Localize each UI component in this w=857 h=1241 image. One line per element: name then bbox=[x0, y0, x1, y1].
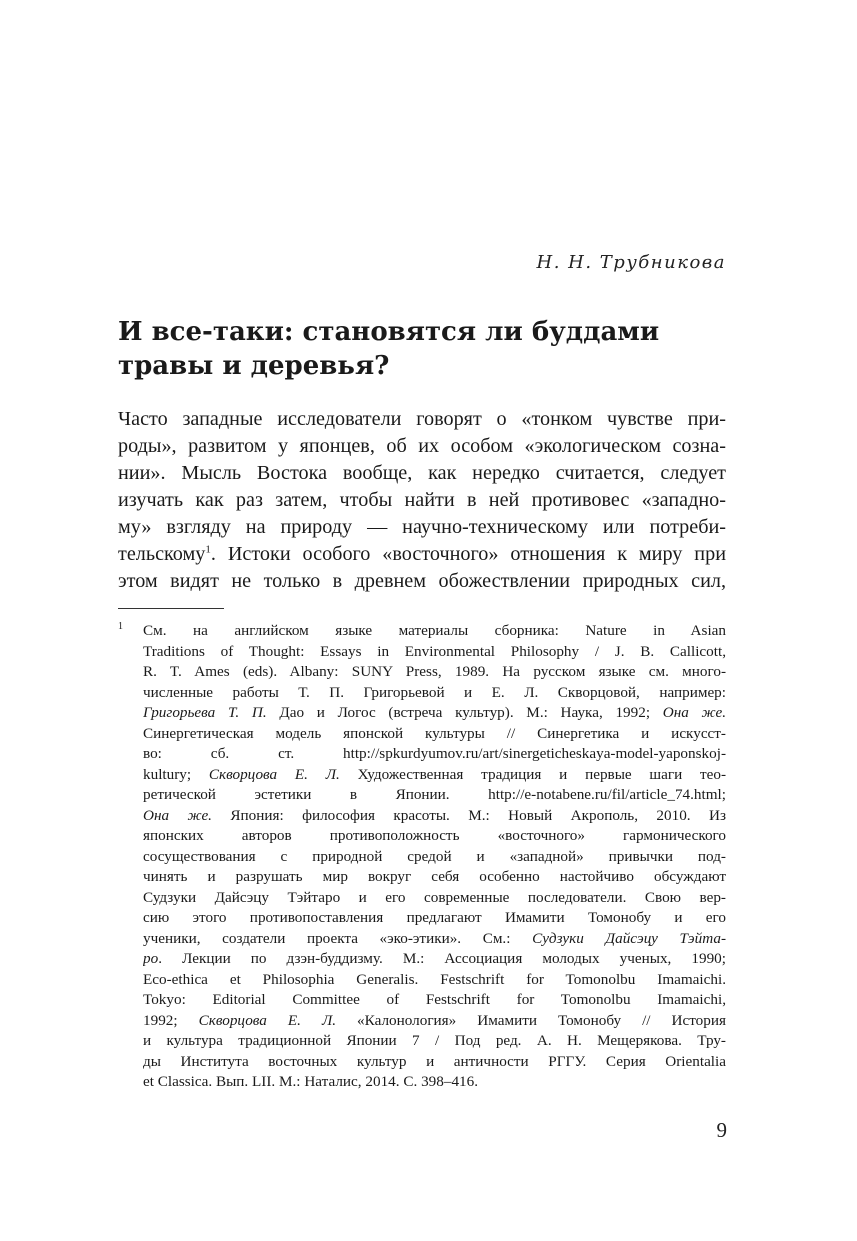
author-citation: Судзуки Дайсэцу Тэйта- bbox=[532, 929, 726, 947]
body-line bbox=[118, 541, 726, 568]
footnote-line: сосуществования с природной средой и «западной» привычки под- bbox=[143, 847, 726, 865]
body-text-fragment: тельскому bbox=[118, 543, 206, 565]
footnote-fragment: ученики, создатели проекта «эко-этики». См.: bbox=[143, 929, 533, 947]
body-text-fragment: . Истоки особого «восточного» отношения к миру при bbox=[210, 543, 726, 565]
footnote-number: 1 bbox=[118, 621, 123, 632]
footnote-line: и культура традиционной Японии 7 / Под ред. А. Н. Мещерякова. Тру- bbox=[143, 1032, 726, 1049]
footnote-separator bbox=[118, 608, 224, 609]
footnote-line bbox=[143, 806, 726, 827]
author-name: Н. Н. Трубникова bbox=[536, 252, 726, 273]
page-number: 9 bbox=[716, 1118, 727, 1142]
body-paragraph bbox=[118, 406, 726, 595]
footnote-line bbox=[143, 929, 726, 950]
footnote-line: японских авторов противоположность «восточного» гармонического bbox=[143, 827, 726, 844]
footnote-line: Traditions of Thought: Essays in Environmental Philosophy / J. B. Callicott, bbox=[143, 642, 726, 660]
author-citation: ро bbox=[143, 950, 159, 967]
footnote-line: сию этого противопоставления предлагают Имамити Томонобу и его bbox=[143, 909, 726, 926]
footnote-text bbox=[143, 621, 726, 1093]
footnote bbox=[118, 621, 726, 1093]
author-citation: Она же. bbox=[143, 806, 212, 824]
footnote-line: См. на английском языке материалы сборника: Nature in Asian bbox=[143, 622, 726, 639]
body-line: му» взгляду на природу — научно-техническому или потреби- bbox=[118, 516, 726, 538]
footnote-fragment: . Лекции по дзэн-буддизму. М.: Ассоциация молодых ученых, 1990; bbox=[158, 950, 726, 967]
footnote-line: et Classica. Вып. LII. М.: Наталис, 2014. С. 398–416. bbox=[143, 1073, 479, 1090]
title-line-1: И все-таки: становятся ли буддами bbox=[118, 317, 660, 347]
footnote-line: Судзуки Дайсэцу Тэйтаро и его современные последователи. Свою вер- bbox=[143, 888, 726, 906]
footnote-line bbox=[143, 765, 726, 786]
footnote-line: во: сб. ст. http://spkurdyumov.ru/art/sinergeticheskaya-model-yaponskoj- bbox=[143, 745, 726, 762]
author-citation: Она же. bbox=[662, 704, 726, 721]
footnote-line: R. T. Ames (eds). Albany: SUNY Press, 1989. На русском языке см. много- bbox=[143, 663, 726, 680]
author-citation: Скворцова Е. Л. bbox=[208, 765, 340, 783]
body-line: нии». Мысль Востока вообще, как нередко считается, следует bbox=[118, 462, 726, 484]
footnote-fragment: Художественная традиция и первые шаги тео- bbox=[339, 765, 726, 783]
body-line: этом видят не только в древнем обожествлении природных сил, bbox=[118, 570, 726, 592]
footnote-fragment: Дао и Логос (встреча культур). М.: Наука, 1992; bbox=[266, 704, 663, 721]
title-line-2: травы и деревья? bbox=[118, 351, 390, 381]
body-line: роды», развитом у японцев, об их особом «экологическом созна- bbox=[118, 435, 726, 457]
footnote-fragment: kultury; bbox=[143, 765, 209, 783]
footnote-reference[interactable]: 1 bbox=[205, 543, 211, 556]
footnote-line: Синергетическая модель японской культуры // Синергетика и искусст- bbox=[143, 724, 726, 742]
footnote-fragment: «Калонология» Имамити Томонобу // История bbox=[336, 1011, 726, 1029]
footnote-line: численные работы Т. П. Григорьевой и Е. Л. Скворцовой, например: bbox=[143, 683, 726, 701]
footnote-line: Eco-ethica et Philosophia Generalis. Festschrift for Tomonolbu Imamaichi. bbox=[143, 970, 726, 988]
body-line: изучать как раз затем, чтобы найти в ней противовес «западно- bbox=[118, 489, 726, 511]
footnote-line: Tokyo: Editorial Committee of Festschrift for Tomonolbu Imamaichi, bbox=[143, 991, 726, 1008]
footnote-line bbox=[143, 703, 726, 724]
footnote-line: ретической эстетики в Японии. http://e-notabene.ru/fil/article_74.html; bbox=[143, 786, 726, 803]
article-title bbox=[118, 315, 728, 383]
footnote-fragment: 1992; bbox=[143, 1011, 199, 1029]
footnote-line: ды Института восточных культур и античности РГГУ. Серия Orientalia bbox=[143, 1052, 726, 1070]
author-citation: Григорьева Т. П. bbox=[143, 704, 267, 721]
footnote-line bbox=[143, 1011, 726, 1032]
footnote-line bbox=[143, 949, 726, 970]
footnote-line: чинять и разрушать мир вокруг себя особенно настойчиво обсуждают bbox=[143, 868, 726, 885]
author-citation: Скворцова Е. Л. bbox=[198, 1011, 337, 1029]
body-line: Часто западные исследователи говорят о «тонком чувстве при- bbox=[118, 408, 726, 430]
footnote-fragment: Япония: философия красоты. М.: Новый Акрополь, 2010. Из bbox=[211, 806, 726, 824]
